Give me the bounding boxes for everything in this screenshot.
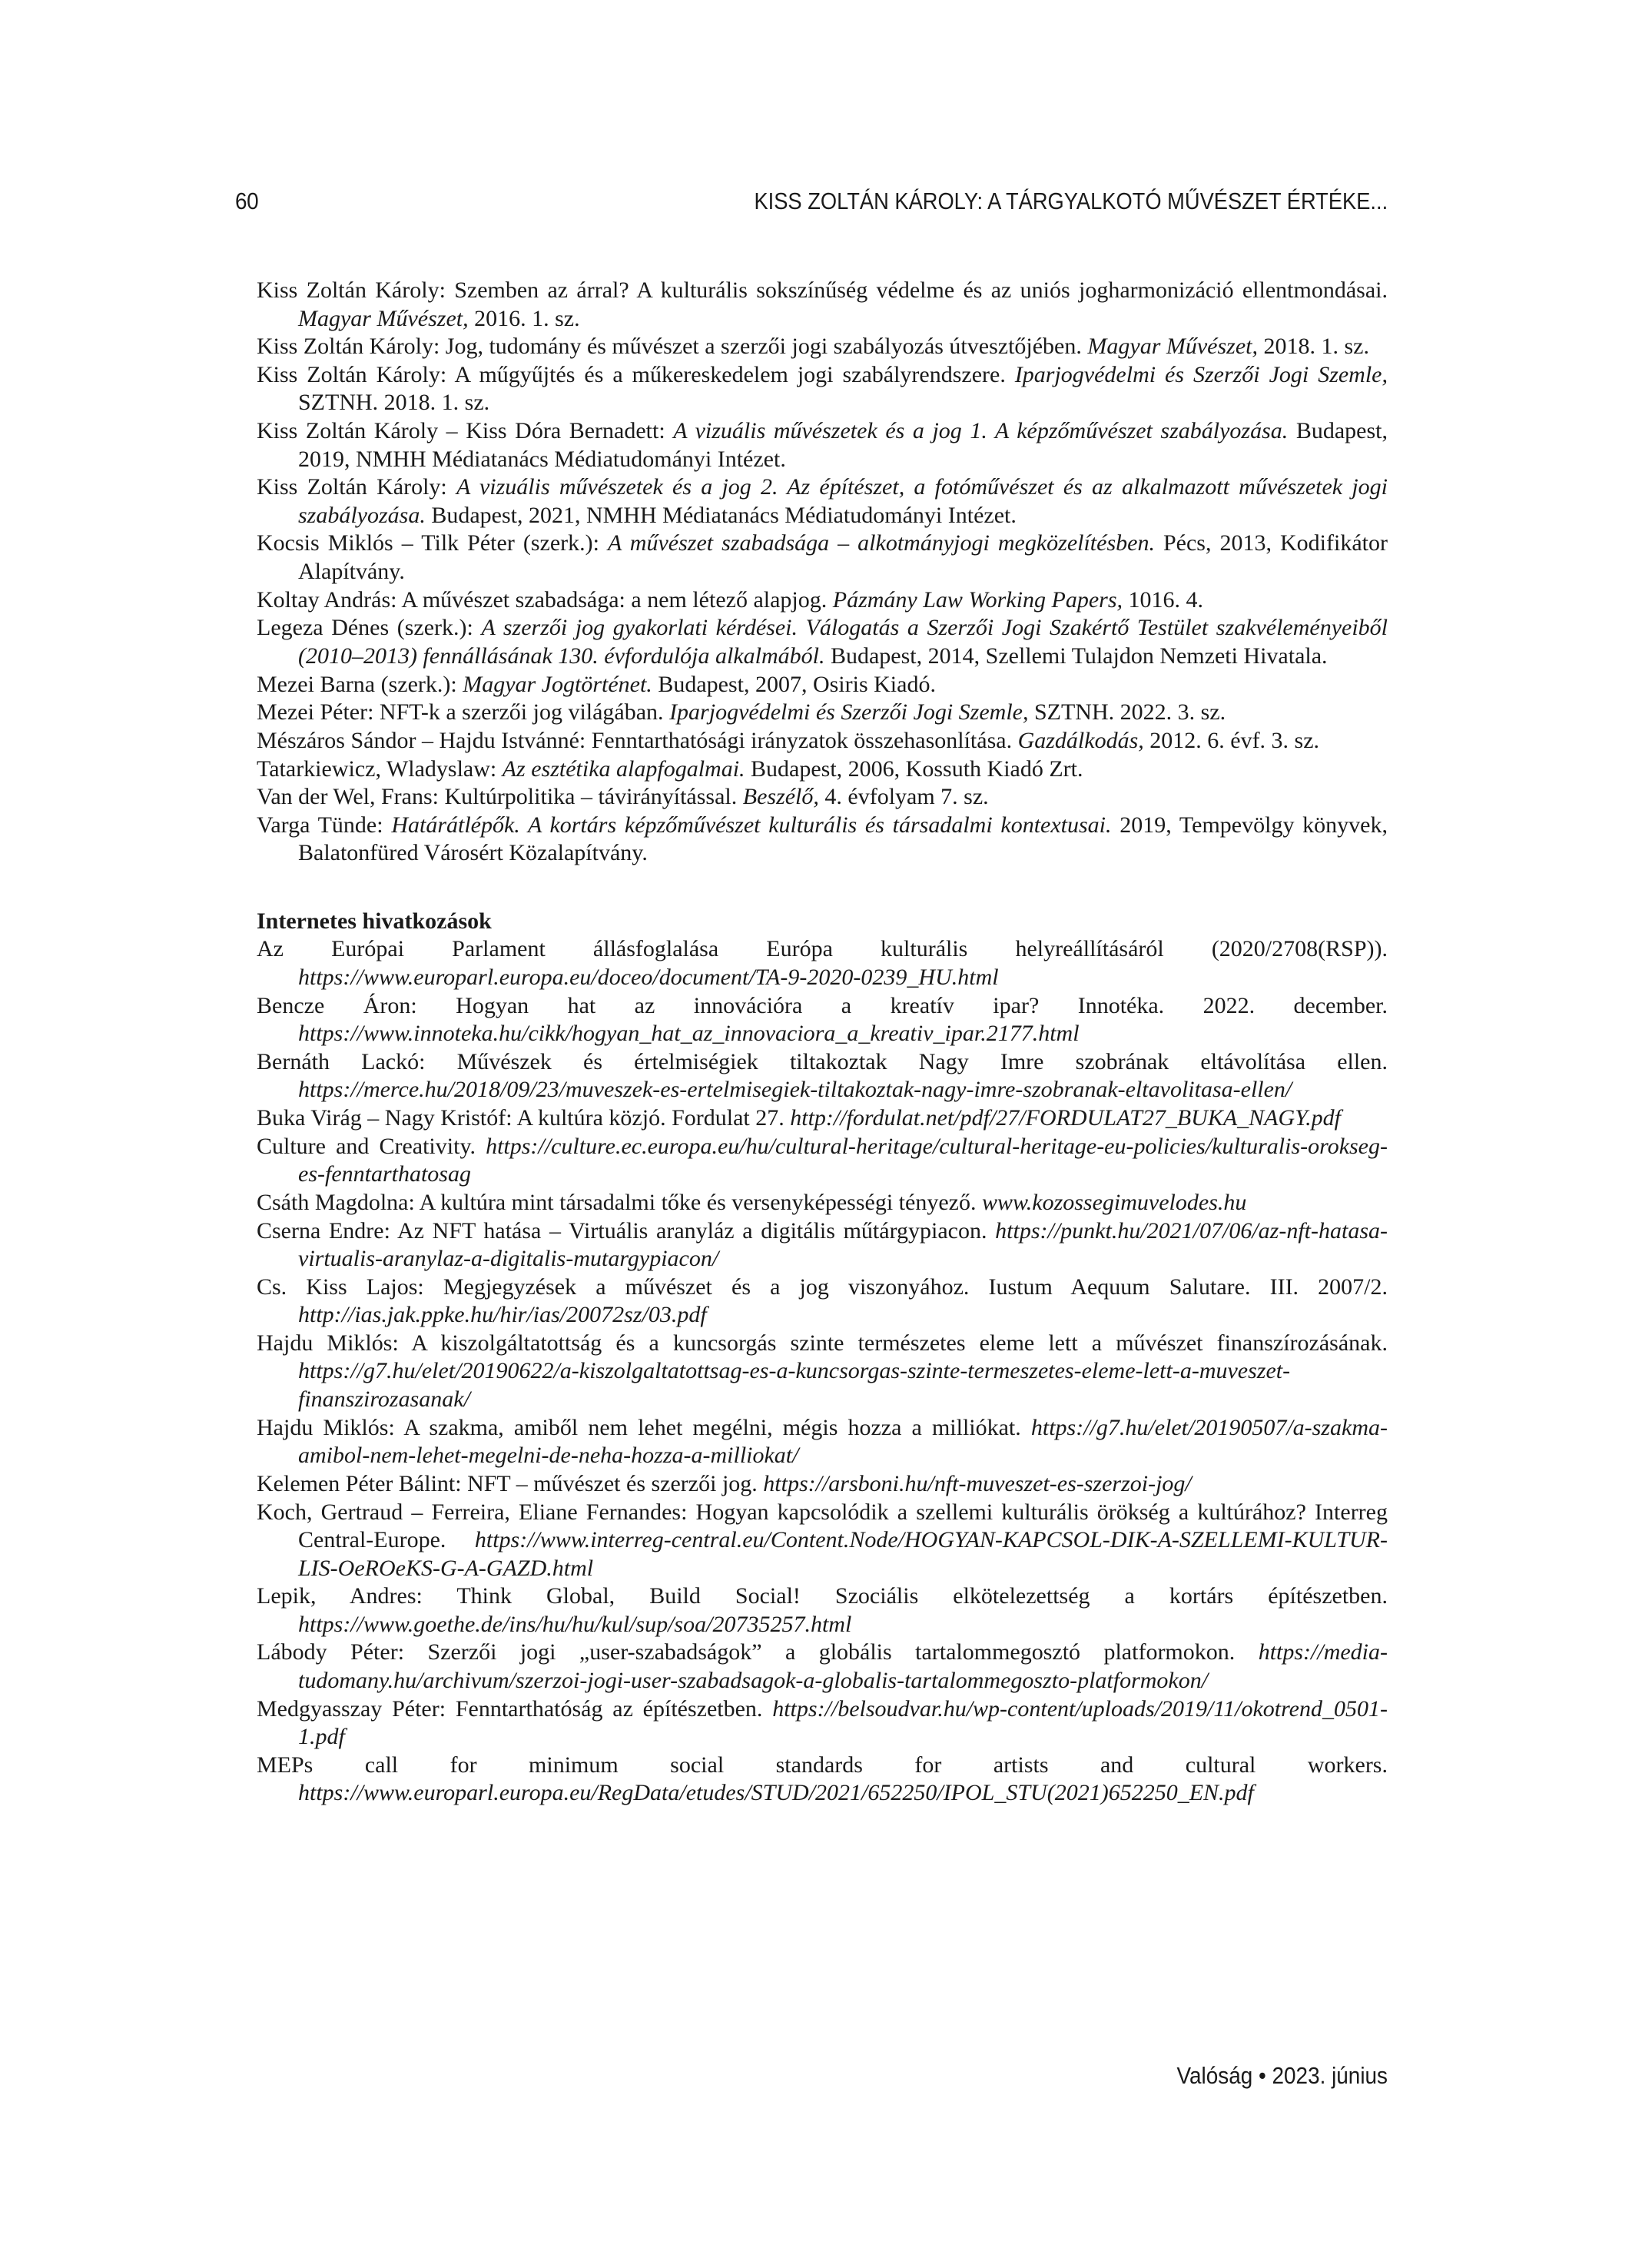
reference-text: Hajdu Miklós: A szakma, amiből nem lehet megélni, mégis hozza a milliókat. (257, 1414, 1031, 1440)
reference-text: Az Európai Parlament állásfoglalása Európa kulturális helyreállításáról (2020/2708(RSP)). (257, 936, 1388, 962)
reference-text: Cs. Kiss Lajos: Megjegyzések a művészet és a jog viszonyához. Iustum Aequum Salutare. III. 2007/2. (257, 1273, 1388, 1300)
reference-text: Legeza Dénes (szerk.): (257, 615, 482, 641)
reference-text: Kiss Zoltán Károly: Jog, tudomány és művészet a szerzői jogi szabályozás útvesztőjében. (257, 334, 1088, 360)
internet-references-list (257, 935, 1388, 1807)
reference-text: Lábody Péter: Szerzői jogi „user-szabadságok” a globális tartalommegosztó platformokon. (257, 1639, 1259, 1665)
reference-link[interactable]: https://www.europarl.europa.eu/doceo/document/TA-9-2020-0239_HU.html (298, 964, 999, 990)
reference-link[interactable]: https://arsboni.hu/nft-muveszet-es-szerzoi-jog/ (763, 1470, 1192, 1496)
reference-text: Bernáth Lackó: Művészek és értelmiségiek tiltakoztak Nagy Imre szobrának eltávolítása ellen. (257, 1048, 1388, 1074)
reference-title-italic: A vizuális művészetek és a jog 1. A képzőművészet szabályozása. (673, 418, 1289, 444)
reference-link[interactable]: https://belsoudvar.hu/wp-content/uploads/2019/11/okotrend_0501-1.pdf (298, 1695, 1388, 1750)
internet-reference-entry (257, 1048, 1388, 1104)
reference-text: Kelemen Péter Bálint: NFT – művészet és szerzői jog. (257, 1470, 764, 1496)
reference-text: SZTNH. 2022. 3. sz. (1028, 699, 1226, 726)
reference-text: Lepik, Andres: Think Global, Build Social! Szociális elkötelezettség a kortárs építészetben. (257, 1583, 1388, 1609)
bibliography-entry (257, 361, 1388, 417)
internet-reference-entry (257, 1414, 1388, 1470)
reference-text: Kocsis Miklós – Tilk Péter (szerk.): (257, 530, 608, 556)
reference-text: Varga Tünde: (257, 812, 392, 838)
reference-text: Mezei Péter: NFT-k a szerzői jog világában. (257, 699, 670, 726)
page-content (257, 277, 1388, 1808)
reference-link[interactable]: https://merce.hu/2018/09/23/muveszek-es-ertelmisegiek-tiltakoztak-nagy-imre-szobranak-eltavolitasa-ellen/ (298, 1077, 1292, 1103)
reference-title-italic: Gazdálkodás, (1017, 727, 1144, 753)
bibliography-entry (257, 530, 1388, 586)
reference-text: Budapest, 2019, NMHH Médiatanács Médiatudományi Intézet. (298, 418, 1388, 472)
reference-text: 2016. 1. sz. (468, 305, 580, 331)
reference-link[interactable]: https://media-tudomany.hu/archivum/szerzoi-jogi-user-szabadsagok-a-globalis-tartalommegoszto-platformokon/ (298, 1639, 1388, 1693)
internet-reference-entry (257, 1104, 1388, 1133)
reference-text: 2018. 1. sz. (1258, 334, 1369, 360)
reference-title-italic: A művészet szabadsága – alkotmányjogi megközelítésben. (607, 530, 1155, 556)
bibliography-entry (257, 783, 1388, 812)
bibliography-entry (257, 586, 1388, 615)
bibliography-entry (257, 473, 1388, 530)
reference-text: Tatarkiewicz, Wladyslaw: (257, 755, 503, 782)
reference-text: Culture and Creativity. (257, 1133, 486, 1159)
internet-reference-entry (257, 1695, 1388, 1752)
reference-title-italic: Beszélő, (742, 784, 819, 810)
reference-text: Kiss Zoltán Károly: (257, 474, 456, 500)
internet-reference-entry (257, 1189, 1388, 1217)
internet-reference-entry (257, 1639, 1388, 1695)
running-head-title: KISS ZOLTÁN KÁROLY: A TÁRGYALKOTÓ MŰVÉSZET ÉRTÉKE... (754, 188, 1388, 214)
bibliography-entry (257, 614, 1388, 670)
reference-text: Kiss Zoltán Károly – Kiss Dóra Bernadett: (257, 418, 674, 444)
internet-reference-entry (257, 1499, 1388, 1583)
internet-references-heading: Internetes hivatkozások (257, 908, 492, 934)
reference-text: Kiss Zoltán Károly: Szemben az árral? A kulturális sokszínűség védelme és az uniós jogharmonizáció ellentmondásai. (257, 277, 1388, 303)
reference-text: 2012. 6. évf. 3. sz. (1143, 727, 1320, 753)
reference-text: 4. évfolyam 7. sz. (818, 784, 989, 810)
reference-link[interactable]: http://ias.jak.ppke.hu/hir/ias/20072sz/03.pdf (298, 1302, 707, 1328)
reference-link[interactable]: https://www.interreg-central.eu/Content.Node/HOGYAN-KAPCSOL-DIK-A-SZELLEMI-KULTUR-LIS-OeROeKS-G-A-GAZD.html (298, 1527, 1388, 1581)
internet-reference-entry (257, 992, 1388, 1048)
reference-link[interactable]: https://www.europarl.europa.eu/RegData/etudes/STUD/2021/652250/IPOL_STU(2021)652250_EN.pdf (298, 1780, 1254, 1806)
internet-reference-entry (257, 1217, 1388, 1273)
reference-text: Budapest, 2006, Kossuth Kiadó Zrt. (745, 755, 1083, 782)
internet-reference-entry (257, 1752, 1388, 1808)
footer-publication: Valóság • 2023. június (1176, 2062, 1388, 2089)
reference-title-italic: Magyar Művészet, (1087, 334, 1258, 360)
reference-text: Koltay András: A művészet szabadsága: a nem létező alapjog. (257, 586, 833, 613)
bibliography-entry (257, 699, 1388, 727)
internet-reference-entry (257, 1133, 1388, 1189)
reference-title-italic: Pázmány Law Working Papers, (832, 586, 1123, 613)
bibliography-entry (257, 277, 1388, 333)
bibliography-entry (257, 671, 1388, 699)
internet-reference-entry (257, 1582, 1388, 1639)
reference-text: Bencze Áron: Hogyan hat az innovációra a kreatív ipar? Innotéka. 2022. december. (257, 992, 1388, 1018)
reference-link[interactable]: https://g7.hu/elet/20190507/a-szakma-amibol-nem-lehet-megelni-de-neha-hozza-a-milliokat/ (298, 1414, 1388, 1469)
reference-link[interactable]: http://fordulat.net/pdf/27/FORDULAT27_BUKA_NAGY.pdf (790, 1105, 1341, 1131)
reference-title-italic: Iparjogvédelmi és Szerzői Jogi Szemle, (1014, 361, 1388, 387)
reference-text: SZTNH. 2018. 1. sz. (298, 390, 490, 416)
reference-text: Medgyasszay Péter: Fenntarthatóság az építészetben. (257, 1695, 773, 1722)
reference-link[interactable]: https://punkt.hu/2021/07/06/az-nft-hatasa-virtualis-aranylaz-a-digitalis-mutargypiacon/ (298, 1217, 1388, 1272)
reference-title-italic: Az esztétika alapfogalmai. (502, 755, 745, 782)
reference-link[interactable]: https://culture.ec.europa.eu/hu/cultural-heritage/cultural-heritage-eu-policies/kulturalis-orokseg-es-fenntarthatosag (298, 1133, 1388, 1187)
bibliography-entry (257, 417, 1388, 473)
bibliography-entry (257, 812, 1388, 868)
internet-reference-entry (257, 1273, 1388, 1330)
reference-title-italic: Határátlépők. A kortárs képzőművészet kulturális és társadalmi kontextusai. (391, 812, 1112, 838)
bibliography-entry (257, 333, 1388, 361)
internet-reference-entry (257, 935, 1388, 991)
reference-link[interactable]: https://www.goethe.de/ins/hu/hu/kul/sup/soa/20735257.html (298, 1611, 852, 1637)
page-number: 60 (235, 188, 259, 214)
reference-text: Budapest, 2014, Szellemi Tulajdon Nemzeti Hivatala. (824, 643, 1328, 669)
reference-text: Hajdu Miklós: A kiszolgáltatottság és a kuncsorgás szinte természetes eleme lett a művészet finanszírozásának. (257, 1330, 1388, 1356)
reference-text: Pécs, 2013, Kodifikátor Alapítvány. (298, 530, 1388, 584)
reference-text: Kiss Zoltán Károly: A műgyűjtés és a műkereskedelem jogi szabályrendszere. (257, 361, 1015, 387)
reference-title-italic: Iparjogvédelmi és Szerzői Jogi Szemle, (669, 699, 1029, 726)
reference-text: MEPs call for minimum social standards for artists and cultural workers. (257, 1752, 1388, 1778)
reference-text: Buka Virág – Nagy Kristóf: A kultúra közjó. Fordulat 27. (257, 1105, 791, 1131)
bibliography-list (257, 277, 1388, 868)
reference-text: 2019, Tempevölgy könyvek, Balatonfüred Városért Közalapítvány. (298, 812, 1388, 866)
reference-text: Mezei Barna (szerk.): (257, 671, 463, 697)
reference-title-italic: A szerzői jog gyakorlati kérdései. Válogatás a Szerzői Jogi Szakértő Testület szakvéleményeiből (2010–2013) fennállásának 130. évfordulója alkalmából. (298, 615, 1388, 669)
reference-title-italic: A vizuális művészetek és a jog 2. Az építészet, a fotóművészet és az alkalmazott művészetek jogi szabályozása. (298, 474, 1388, 528)
bibliography-entry (257, 755, 1388, 784)
reference-link[interactable]: https://www.innoteka.hu/cikk/hogyan_hat_az_innovaciora_a_kreativ_ipar.2177.html (298, 1021, 1080, 1047)
reference-title-italic: Magyar Művészet, (298, 305, 469, 331)
internet-reference-entry (257, 1470, 1388, 1499)
reference-text: 1016. 4. (1123, 586, 1203, 613)
reference-title-italic: Magyar Jogtörténet. (463, 671, 652, 697)
reference-text: Csáth Magdolna: A kultúra mint társadalmi tőke és versenyképességi tényező. (257, 1189, 982, 1215)
bibliography-entry (257, 727, 1388, 755)
reference-text: Budapest, 2021, NMHH Médiatanács Médiatudományi Intézet. (425, 502, 1017, 528)
reference-text: Mészáros Sándor – Hajdu Istvánné: Fenntarthatósági irányzatok összehasonlítása. (257, 727, 1018, 753)
reference-text: Cserna Endre: Az NFT hatása – Virtuális aranyláz a digitális műtárgypiacon. (257, 1217, 996, 1244)
reference-text: Budapest, 2007, Osiris Kiadó. (652, 671, 936, 697)
reference-link[interactable]: www.kozossegimuvelodes.hu (981, 1189, 1247, 1215)
reference-link[interactable]: https://g7.hu/elet/20190622/a-kiszolgaltatottsag-es-a-kuncsorgas-szinte-termeszetes-eleme-lett-a-muveszet-finanszirozasanak/ (298, 1358, 1291, 1412)
internet-reference-entry (257, 1330, 1388, 1414)
reference-text: Koch, Gertraud – Ferreira, Eliane Fernandes: Hogyan kapcsolódik a szellemi kulturális örökség a kultúrához? Interreg Central-Europe. (257, 1499, 1388, 1552)
reference-text: Van der Wel, Frans: Kultúrpolitika – távirányítással. (257, 784, 743, 810)
